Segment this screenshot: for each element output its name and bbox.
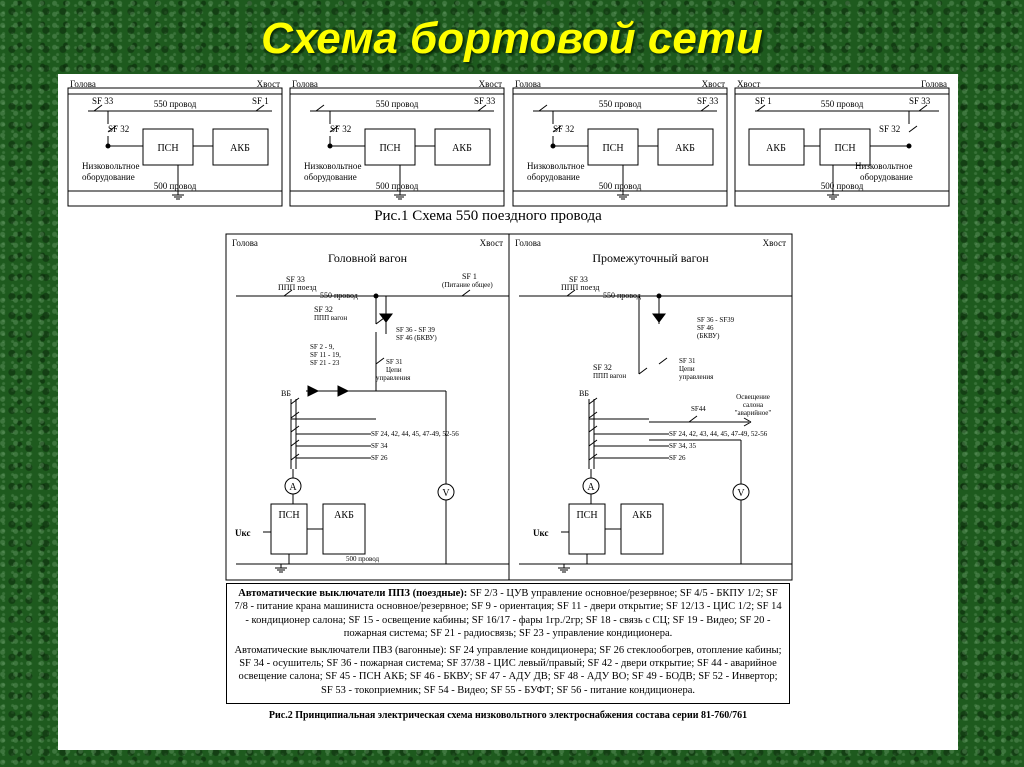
panel-left-label: Голова	[70, 79, 96, 89]
switch-sf-top-label: SF 1	[755, 96, 772, 106]
sf33-label: SF 33	[569, 275, 588, 284]
vb-breaker	[291, 426, 299, 432]
ammeter-icon-label: A	[587, 482, 595, 493]
sf32-label: SF 32	[593, 363, 612, 372]
low-voltage-label-2: оборудование	[82, 172, 135, 182]
vb-breaker	[589, 426, 597, 432]
vb-breaker	[291, 454, 299, 460]
sf32-sub-label: ППП вагон	[314, 314, 348, 322]
vb-breaker	[589, 412, 597, 418]
vb-breaker	[589, 440, 597, 446]
figure2-caption: Рис.2 Принципиальная электрическая схема низковольтного электроснабжения состава серии 81-760/761	[268, 710, 748, 721]
junction-dot	[106, 144, 110, 148]
diode-icon	[308, 386, 318, 396]
low-voltage-label-2: оборудование	[527, 172, 580, 182]
wire-500-label: 500 провод	[375, 181, 419, 191]
arrow-icon	[744, 418, 751, 422]
switch-sf32-label: SF 32	[330, 124, 352, 134]
sf32-switch	[376, 318, 384, 324]
sf2-label-3: SF 21 - 23	[310, 359, 340, 367]
sf1-sub-label: (Питание общее)	[442, 281, 493, 289]
output-sf34-label: SF 34, 35	[669, 442, 697, 450]
sf31-switch	[376, 358, 384, 364]
output-sf26-label: SF 26	[371, 454, 388, 462]
vb-breaker	[291, 440, 299, 446]
wire-550-label: 550 провод	[320, 291, 358, 300]
sf36-sub-label: SF 46	[697, 324, 714, 332]
wire-550-label: 550 провод	[153, 99, 197, 109]
sf33-sub-label: ППП поезд	[278, 283, 317, 292]
panel-right-label: Хвост	[701, 79, 725, 89]
panel-right-label: Хвост	[478, 79, 502, 89]
legend-box	[226, 583, 790, 704]
junction-dot	[907, 144, 911, 148]
switch-sf-tail-label: SF 33	[474, 96, 496, 106]
fig1-panel-4	[735, 79, 949, 206]
sf36-label: SF 36 - SF39	[697, 316, 735, 324]
low-voltage-label: Низковольтное	[527, 161, 585, 171]
sf31-label: SF 31	[386, 358, 403, 366]
junction-dot	[551, 144, 555, 148]
psn-label: ПСН	[379, 143, 401, 154]
sf36-label: SF 36 - SF 39	[396, 326, 435, 334]
sf36-sub-label: SF 46 (БКВУ)	[396, 334, 437, 342]
legend-p2-body: SF 24 управление кондиционера; SF 26 стеклообогрев, отопление кабины; SF 34 - осушитель; SF 36 - пожарная система; SF 37/38 - ЦИС левый/правый; SF 42 - двери открытие; SF 44 - аварийное освещение салона; SF 45 - ПСН АКБ; SF 46 - БКВУ; SF 47 - АДУ ДВ; SF 48 - АДУ ВО; SF 49 - БОДВ; SF 52 - Инвертор; SF 53 - токоприемник; SF 54 - Видео; SF 55 - БУФТ; SF 56 - питание кондиционера.	[238, 644, 782, 696]
sf31-switch	[659, 358, 667, 364]
wire-550-label: 550 провод	[820, 99, 864, 109]
vb-breaker	[291, 412, 299, 418]
light-label-2: салона	[742, 401, 764, 409]
diagram-panel	[58, 74, 958, 750]
legend-p1-heading: Автоматические выключатели ППЗ (поездные):	[238, 588, 468, 599]
fig2-middle-car	[509, 234, 792, 580]
switch-sf-top	[539, 105, 547, 111]
panel-left-label: Хвост	[737, 79, 761, 89]
diode-icon	[653, 314, 665, 322]
voltmeter-icon-label: V	[442, 488, 450, 499]
akb-label: АКБ	[230, 143, 250, 154]
legend-paragraph-1	[233, 587, 783, 641]
car-name: Промежуточный вагон	[592, 251, 709, 265]
low-voltage-label: Низковольтное	[304, 161, 362, 171]
switch-sf-tail-label: SF 33	[697, 96, 719, 106]
wire-550-label: 550 провод	[598, 99, 642, 109]
low-voltage-label-2: оборудование	[304, 172, 357, 182]
psn-label: ПСН	[157, 143, 179, 154]
low-voltage-label: Низковольтное	[82, 161, 140, 171]
switch-sf-tail-label: SF 1	[252, 96, 269, 106]
sf31-sub-label: Цепи	[386, 366, 402, 374]
car-head-label: Голова	[515, 238, 541, 248]
sf2-label: SF 2 - 9,	[310, 343, 335, 351]
sf32-sub-label: ППП вагон	[593, 372, 627, 380]
sf33-label: SF 33	[286, 275, 305, 284]
sf44-switch	[689, 416, 697, 422]
arrow-icon	[744, 422, 751, 426]
car-name: Головной вагон	[327, 251, 408, 265]
vb-breaker	[291, 398, 299, 404]
slide-title: Схема бортовой сети	[261, 14, 763, 63]
light-label-3: "аварийное"	[734, 409, 772, 417]
fig1-panel-3	[513, 79, 727, 206]
panel-right-label: Голова	[921, 79, 947, 89]
sf44-label: SF44	[691, 405, 706, 413]
ukc-label: Uкс	[235, 528, 251, 538]
psn-label: ПСН	[576, 510, 598, 521]
sf31-sub-label-2: управления	[376, 374, 411, 382]
akb-label: АКБ	[632, 510, 652, 521]
panel-left-label: Голова	[515, 79, 541, 89]
vb-breaker	[589, 398, 597, 404]
diode-icon	[338, 386, 348, 396]
junction-dot	[328, 144, 332, 148]
sf33-sub-label: ППП поезд	[561, 283, 600, 292]
sf1-label: SF 1	[462, 272, 477, 281]
sf32-label: SF 32	[314, 305, 333, 314]
light-label: Освещение	[736, 393, 770, 401]
wire-500-label: 500 провод	[598, 181, 642, 191]
wire-550-label: 550 провод	[375, 99, 419, 109]
wire-500-label: 500 провод	[346, 555, 380, 563]
sf1-switch	[462, 290, 470, 296]
ukc-label: Uкс	[533, 528, 549, 538]
switch-sf32	[909, 126, 917, 132]
output-sf24-label: SF 24, 42, 43, 44, 45, 47-49, 52-56	[669, 430, 768, 438]
akb-label: АКБ	[334, 510, 354, 521]
fig1-panel-1	[68, 79, 282, 206]
panel-right-label: Хвост	[256, 79, 280, 89]
sf31-sub-label-2: управления	[679, 373, 714, 381]
sf2-label-2: SF 11 - 19,	[310, 351, 341, 359]
car-tail-label: Хвост	[762, 238, 786, 248]
akb-label: АКБ	[766, 143, 786, 154]
ammeter-icon-label: A	[289, 482, 297, 493]
voltmeter-icon-label: V	[737, 488, 745, 499]
fig1-panel-2	[290, 79, 504, 206]
vb-label: ВБ	[579, 389, 589, 398]
car-tail-label: Хвост	[479, 238, 503, 248]
vb-breaker	[589, 454, 597, 460]
legend-p1-body: SF 2/3 - ЦУВ управление основное/резервное; SF 4/5 - БКПУ 1/2; SF 7/8 - питание крана машиниста основное/резервное; SF 9 - ориентация; SF 11 - двери открытие; SF 12/13 - ЦИС 1/2; SF 14 - кондиционер салона; SF 15 - освещение кабины; SF 16/17 - фары 1гр./2гр; SF 18 - связь с СЦ; SF 19 - Видео; SF 20 - пожарная система; SF 21 - радиосвязь; SF 23 - управление кондиционера.	[234, 588, 782, 640]
switch-sf32-label: SF 32	[108, 124, 130, 134]
wire-500-label: 500 провод	[820, 181, 864, 191]
switch-sf-tail-label: SF 33	[909, 96, 931, 106]
akb-label: АКБ	[675, 143, 695, 154]
sf31-label: SF 31	[679, 357, 696, 365]
output-sf26-label: SF 26	[669, 454, 686, 462]
legend-p2-heading: Автоматические выключатели ПВЗ (вагонные):	[234, 644, 447, 656]
figure1-caption: Рис.1 Схема 550 поездного провода	[374, 208, 602, 224]
legend-paragraph-2	[233, 644, 783, 698]
fig2-head-car	[226, 234, 509, 580]
sf32-switch	[639, 368, 647, 374]
panel-left-label: Голова	[292, 79, 318, 89]
output-sf34-label: SF 34	[371, 442, 388, 450]
vb-label: ВБ	[281, 389, 291, 398]
low-voltage-label: Низковольтное	[855, 161, 913, 171]
psn-label: ПСН	[834, 143, 856, 154]
switch-sf-top-label: SF 33	[92, 96, 114, 106]
psn-label: ПСН	[278, 510, 300, 521]
wire-550-label: 550 провод	[603, 291, 641, 300]
low-voltage-label-2: оборудование	[860, 172, 913, 182]
output-sf24-label: SF 24, 42, 44, 45, 47-49, 52-56	[371, 430, 459, 438]
sf36-sub-label-2: (БКВУ)	[697, 332, 720, 340]
car-head-label: Голова	[232, 238, 258, 248]
switch-sf32-label: SF 32	[879, 124, 901, 134]
sf31-sub-label: Цепи	[679, 365, 695, 373]
wire-500-label: 500 провод	[153, 181, 197, 191]
akb-label: АКБ	[452, 143, 472, 154]
switch-sf-top	[316, 105, 324, 111]
psn-label: ПСН	[602, 143, 624, 154]
switch-sf32-label: SF 32	[553, 124, 575, 134]
